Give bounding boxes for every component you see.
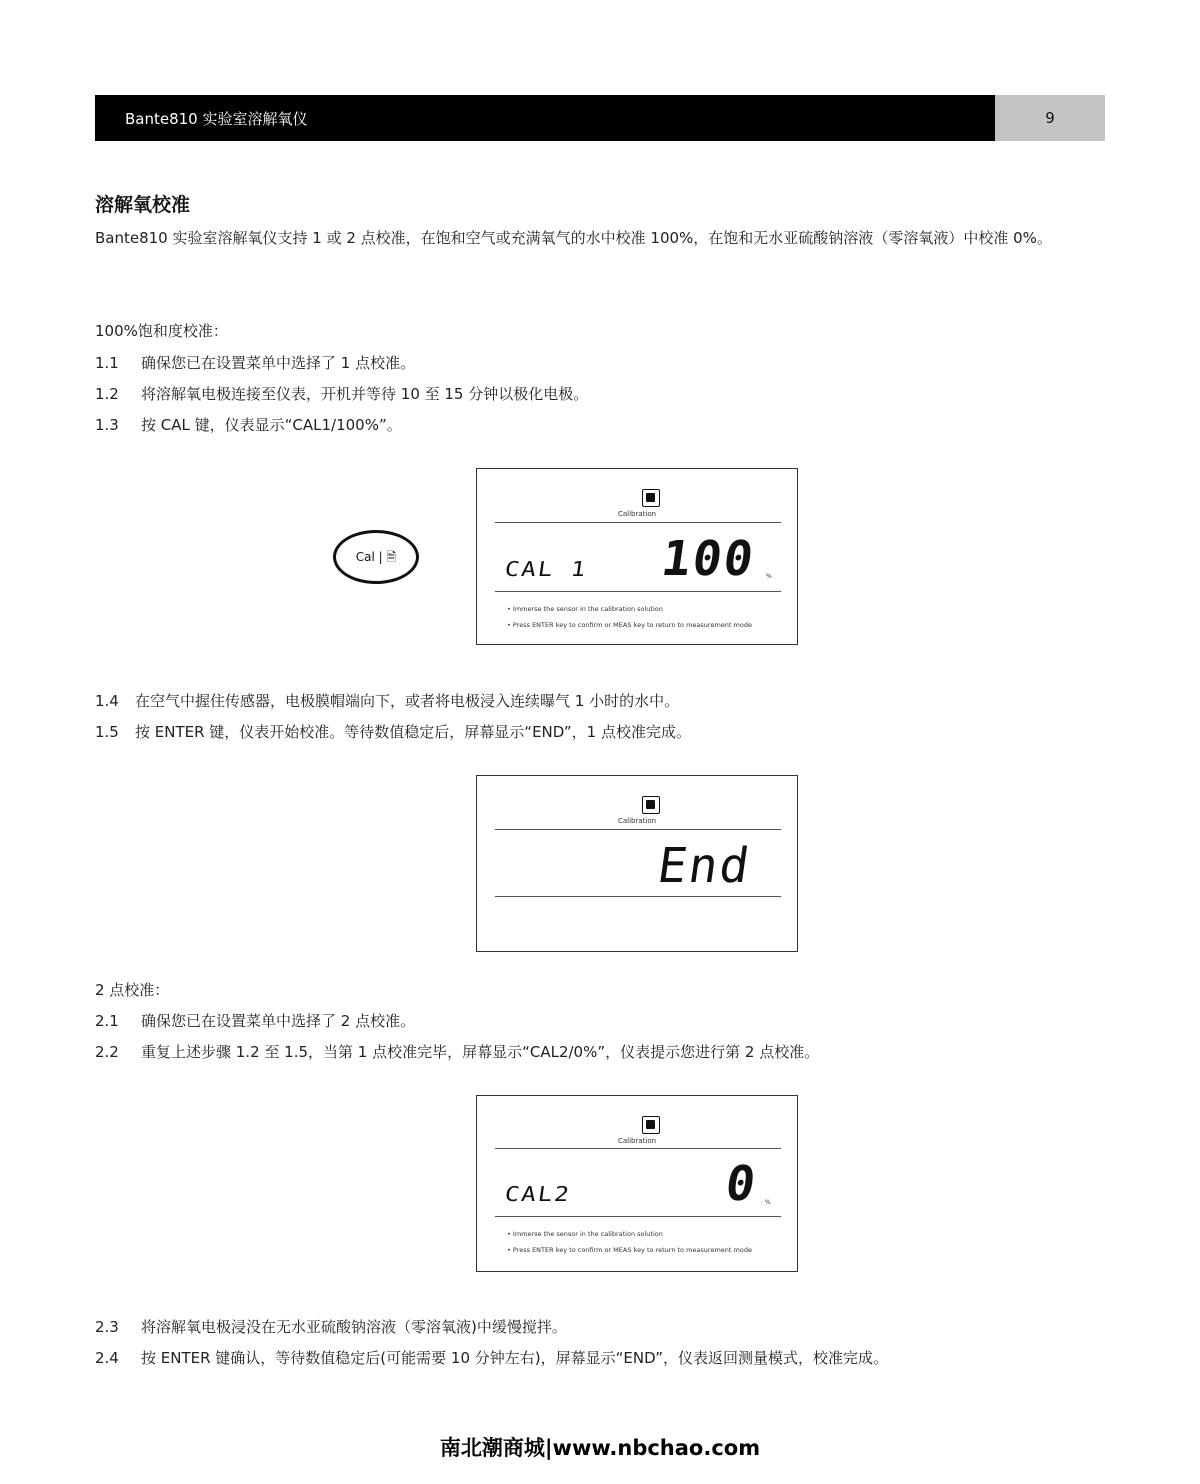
display-note: • Immerse the sensor in the calibration solution: [507, 1230, 663, 1238]
step-2-1: [95, 1010, 415, 1031]
footer-watermark: 南北潮商城|www.nbchao.com: [439, 1436, 761, 1460]
page-number: 9: [995, 95, 1105, 141]
lcd-value: End: [654, 838, 755, 894]
step-text: 按 ENTER 键，仪表开始校准。等待数值稳定后，屏幕显示“END”，1 点校准完成。: [135, 723, 691, 741]
section-title: 溶解氧校准: [95, 194, 191, 216]
step-1-5: [95, 721, 691, 742]
step-text: 按 CAL 键，仪表显示“CAL1/100%”。: [141, 416, 402, 434]
step-2-3: [95, 1316, 567, 1337]
lcd-mode-text: CAL 1: [503, 557, 589, 581]
step-1-1: [95, 352, 415, 373]
step-text: 将溶解氧电极浸没在无水亚硫酸钠溶液（零溶氧液)中缓慢搅拌。: [141, 1318, 567, 1336]
step-text: 将溶解氧电极连接至仪表，开机并等待 10 至 15 分钟以极化电极。: [141, 385, 589, 403]
step-1-2: [95, 383, 588, 404]
display-note: • Press ENTER key to confirm or MEAS key to return to measurement mode: [507, 1246, 752, 1254]
step-number: 2.3: [95, 1318, 119, 1336]
part2-heading: 2 点校准：: [95, 981, 170, 999]
lcd-display-end: [476, 775, 798, 952]
lcd-display-cal2: [476, 1095, 798, 1272]
lcd-value: 100: [658, 531, 759, 587]
step-text: 按 ENTER 键确认，等待数值稳定后(可能需要 10 分钟左右)，屏幕显示“END”，仪表返回测量模式，校准完成。: [141, 1349, 889, 1367]
calibration-label: Calibration: [617, 510, 657, 518]
calibration-label: Calibration: [617, 1137, 657, 1145]
document-icon: 🗎: [386, 550, 397, 564]
page-header-bar: [95, 95, 995, 141]
calibration-icon: [642, 1116, 660, 1134]
divider: [495, 1216, 781, 1217]
divider: [495, 522, 781, 523]
calibration-label: Calibration: [617, 817, 657, 825]
percent-unit: %: [766, 573, 772, 580]
display-note: • Immerse the sensor in the calibration solution: [507, 605, 663, 613]
divider: [495, 591, 781, 592]
step-number: 1.4: [95, 692, 119, 710]
step-text: 重复上述步骤 1.2 至 1.5，当第 1 点校准完毕，屏幕显示“CAL2/0%”，仪表提示您进行第 2 点校准。: [141, 1043, 820, 1061]
percent-unit: %: [765, 1199, 771, 1206]
step-number: 2.2: [95, 1043, 119, 1061]
step-text: 确保您已在设置菜单中选择了 2 点校准。: [141, 1012, 416, 1030]
step-2-4: [95, 1347, 888, 1368]
intro-paragraph: Bante810 实验室溶解氧仪支持 1 或 2 点校准，在饱和空气或充满氧气的水中校准 100%，在饱和无水亚硫酸钠溶液（零溶氧液）中校准 0%。: [95, 229, 1052, 247]
part1-heading: 100%饱和度校准：: [95, 322, 228, 340]
header-title: Bante810 实验室溶解氧仪: [125, 110, 308, 128]
lcd-value: 0: [722, 1156, 761, 1212]
step-text: 在空气中握住传感器，电极膜帽端向下，或者将电极浸入连续曝气 1 小时的水中。: [135, 692, 680, 710]
divider: [495, 1148, 781, 1149]
cal-key-illustration: [333, 530, 419, 584]
step-number: 1.5: [95, 723, 119, 741]
step-number: 1.2: [95, 385, 119, 403]
step-number: 2.4: [95, 1349, 119, 1367]
step-1-3: [95, 414, 402, 435]
step-2-2: [95, 1041, 819, 1062]
step-text: 确保您已在设置菜单中选择了 1 点校准。: [141, 354, 416, 372]
calibration-icon: [642, 796, 660, 814]
lcd-mode-text: CAL2: [503, 1182, 573, 1206]
step-1-4: [95, 690, 679, 711]
step-number: 1.1: [95, 354, 119, 372]
lcd-display-cal1: [476, 468, 798, 645]
divider: [495, 829, 781, 830]
divider: [495, 896, 781, 897]
step-number: 1.3: [95, 416, 119, 434]
calibration-icon: [642, 489, 660, 507]
display-note: • Press ENTER key to confirm or MEAS key to return to measurement mode: [507, 621, 752, 629]
step-number: 2.1: [95, 1012, 119, 1030]
cal-key-label: Cal | 🗎: [355, 550, 397, 564]
